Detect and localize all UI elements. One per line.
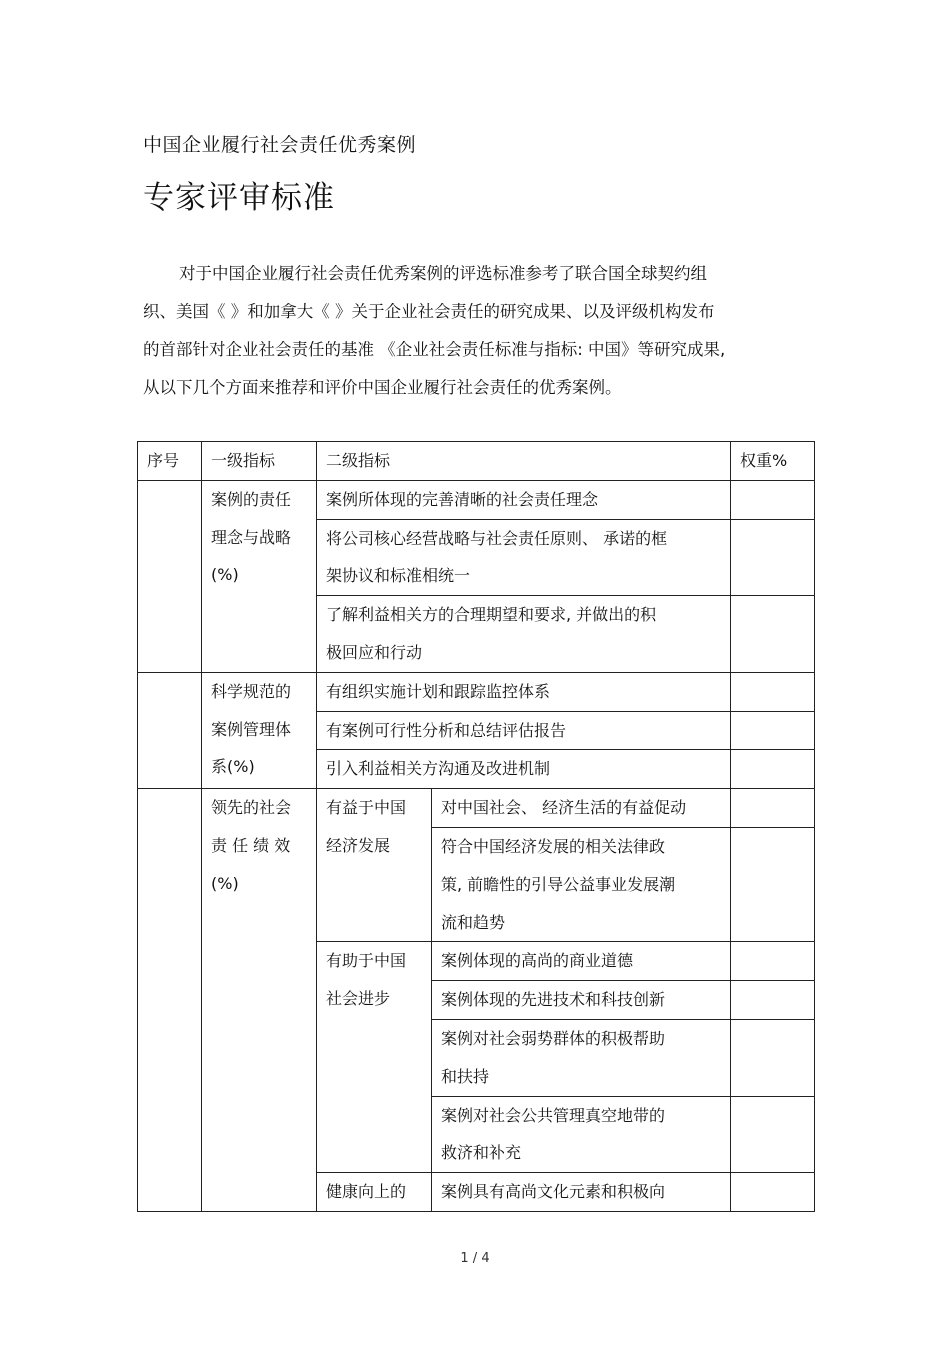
level2-item-cell bbox=[432, 942, 731, 981]
level2-item-cell bbox=[432, 1173, 731, 1212]
cell-line: 流和趋势 bbox=[441, 912, 506, 932]
cell-line: 对中国社会、 经济生活的有益促动 bbox=[441, 798, 687, 818]
row-number-cell bbox=[138, 480, 202, 672]
cell-line: 经济发展 bbox=[326, 835, 391, 855]
row-number-cell bbox=[138, 672, 202, 788]
table-row bbox=[138, 672, 815, 711]
cell-line: 案例的责任 bbox=[211, 489, 292, 509]
intro-paragraph bbox=[143, 255, 813, 407]
cell-line: 引入利益相关方沟通及改进机制 bbox=[326, 759, 551, 779]
level1-cell bbox=[202, 480, 317, 672]
cell-line: 案例对社会弱势群体的积极帮助 bbox=[441, 1028, 666, 1048]
level2-group-cell bbox=[317, 789, 432, 942]
cell-line: 理念与战略 bbox=[211, 527, 292, 547]
cell-line: 了解利益相关方的合理期望和要求, 并做出的积 bbox=[326, 605, 657, 625]
level2-item-cell bbox=[432, 789, 731, 828]
weight-cell bbox=[731, 981, 815, 1020]
level2-cell bbox=[317, 480, 731, 519]
cell-line: 健康向上的 bbox=[326, 1182, 407, 1202]
level1-cell bbox=[202, 672, 317, 788]
intro-line: 织、美国《 》和加拿大《 》关于企业社会责任的研究成果、以及评级机构发布 bbox=[143, 302, 715, 321]
cell-line: 案例所体现的完善清晰的社会责任理念 bbox=[326, 489, 599, 509]
table-header-row bbox=[138, 442, 815, 481]
level2-cell bbox=[317, 672, 731, 711]
cell-line: 将公司核心经营战略与社会责任原则、 承诺的框 bbox=[326, 528, 668, 548]
cell-line: 科学规范的 bbox=[211, 681, 292, 701]
cell-line: 救济和补充 bbox=[441, 1143, 522, 1163]
level2-item-cell bbox=[432, 1019, 731, 1096]
level2-cell bbox=[317, 711, 731, 750]
weight-cell bbox=[731, 519, 815, 596]
weight-cell bbox=[731, 711, 815, 750]
row-number-cell bbox=[138, 789, 202, 1212]
header-level2: 二级指标 bbox=[317, 442, 731, 481]
weight-cell bbox=[731, 789, 815, 828]
header-level1: 一级指标 bbox=[202, 442, 317, 481]
cell-line: 领先的社会 bbox=[211, 798, 292, 818]
weight-cell bbox=[731, 1096, 815, 1173]
document-title: 专家评审标准 bbox=[143, 180, 335, 216]
level2-item-cell bbox=[432, 981, 731, 1020]
page-number: 1 / 4 bbox=[460, 1251, 490, 1266]
cell-line: 案例具有高尚文化元素和积极向 bbox=[441, 1182, 666, 1202]
weight-cell bbox=[731, 596, 815, 673]
header-num: 序号 bbox=[138, 442, 202, 481]
level2-group-cell bbox=[317, 942, 432, 1173]
level2-group-cell bbox=[317, 1173, 432, 1212]
cell-line: 社会进步 bbox=[326, 989, 391, 1009]
cell-line: 案例体现的先进技术和科技创新 bbox=[441, 990, 666, 1010]
weight-cell bbox=[731, 827, 815, 941]
cell-line: 极回应和行动 bbox=[326, 642, 423, 662]
weight-cell bbox=[731, 750, 815, 789]
level1-cell bbox=[202, 789, 317, 1212]
table-row bbox=[138, 789, 815, 828]
document-subtitle: 中国企业履行社会责任优秀案例 bbox=[143, 134, 417, 156]
cell-line: 有益于中国 bbox=[326, 798, 407, 818]
cell-line: (%) bbox=[211, 873, 239, 893]
cell-line: (%) bbox=[211, 565, 239, 585]
cell-line: 有案例可行性分析和总结评估报告 bbox=[326, 720, 567, 740]
cell-line: 系(%) bbox=[211, 757, 255, 777]
intro-line: 对于中国企业履行社会责任优秀案例的评选标准参考了联合国全球契约组 bbox=[179, 264, 707, 283]
weight-cell bbox=[731, 480, 815, 519]
level2-item-cell bbox=[432, 1096, 731, 1173]
cell-line: 有组织实施计划和跟踪监控体系 bbox=[326, 681, 551, 701]
cell-line: 和扶持 bbox=[441, 1066, 490, 1086]
level2-item-cell bbox=[432, 827, 731, 941]
weight-cell bbox=[731, 1173, 815, 1212]
cell-line: 有助于中国 bbox=[326, 951, 407, 971]
intro-line: 从以下几个方面来推荐和评价中国企业履行社会责任的优秀案例。 bbox=[143, 378, 622, 397]
level2-cell bbox=[317, 519, 731, 596]
weight-cell bbox=[731, 672, 815, 711]
weight-cell bbox=[731, 1019, 815, 1096]
cell-line: 案例体现的高尚的商业道德 bbox=[441, 951, 634, 971]
cell-line: 架协议和标准相统一 bbox=[326, 566, 471, 586]
cell-line: 案例管理体 bbox=[211, 719, 292, 739]
weight-cell bbox=[731, 942, 815, 981]
cell-line: 策, 前瞻性的引导公益事业发展潮 bbox=[441, 874, 676, 894]
level2-cell bbox=[317, 750, 731, 789]
cell-line: 案例对社会公共管理真空地带的 bbox=[441, 1105, 666, 1125]
cell-line: 责 任 绩 效 bbox=[211, 835, 291, 855]
header-weight: 权重% bbox=[731, 442, 815, 481]
criteria-table bbox=[137, 441, 815, 1212]
intro-line: 的首部针对企业社会责任的基准 《企业社会责任标准与指标: 中国》等研究成果, bbox=[143, 340, 726, 359]
table-row bbox=[138, 480, 815, 519]
level2-cell bbox=[317, 596, 731, 673]
cell-line: 符合中国经济发展的相关法律政 bbox=[441, 836, 666, 856]
